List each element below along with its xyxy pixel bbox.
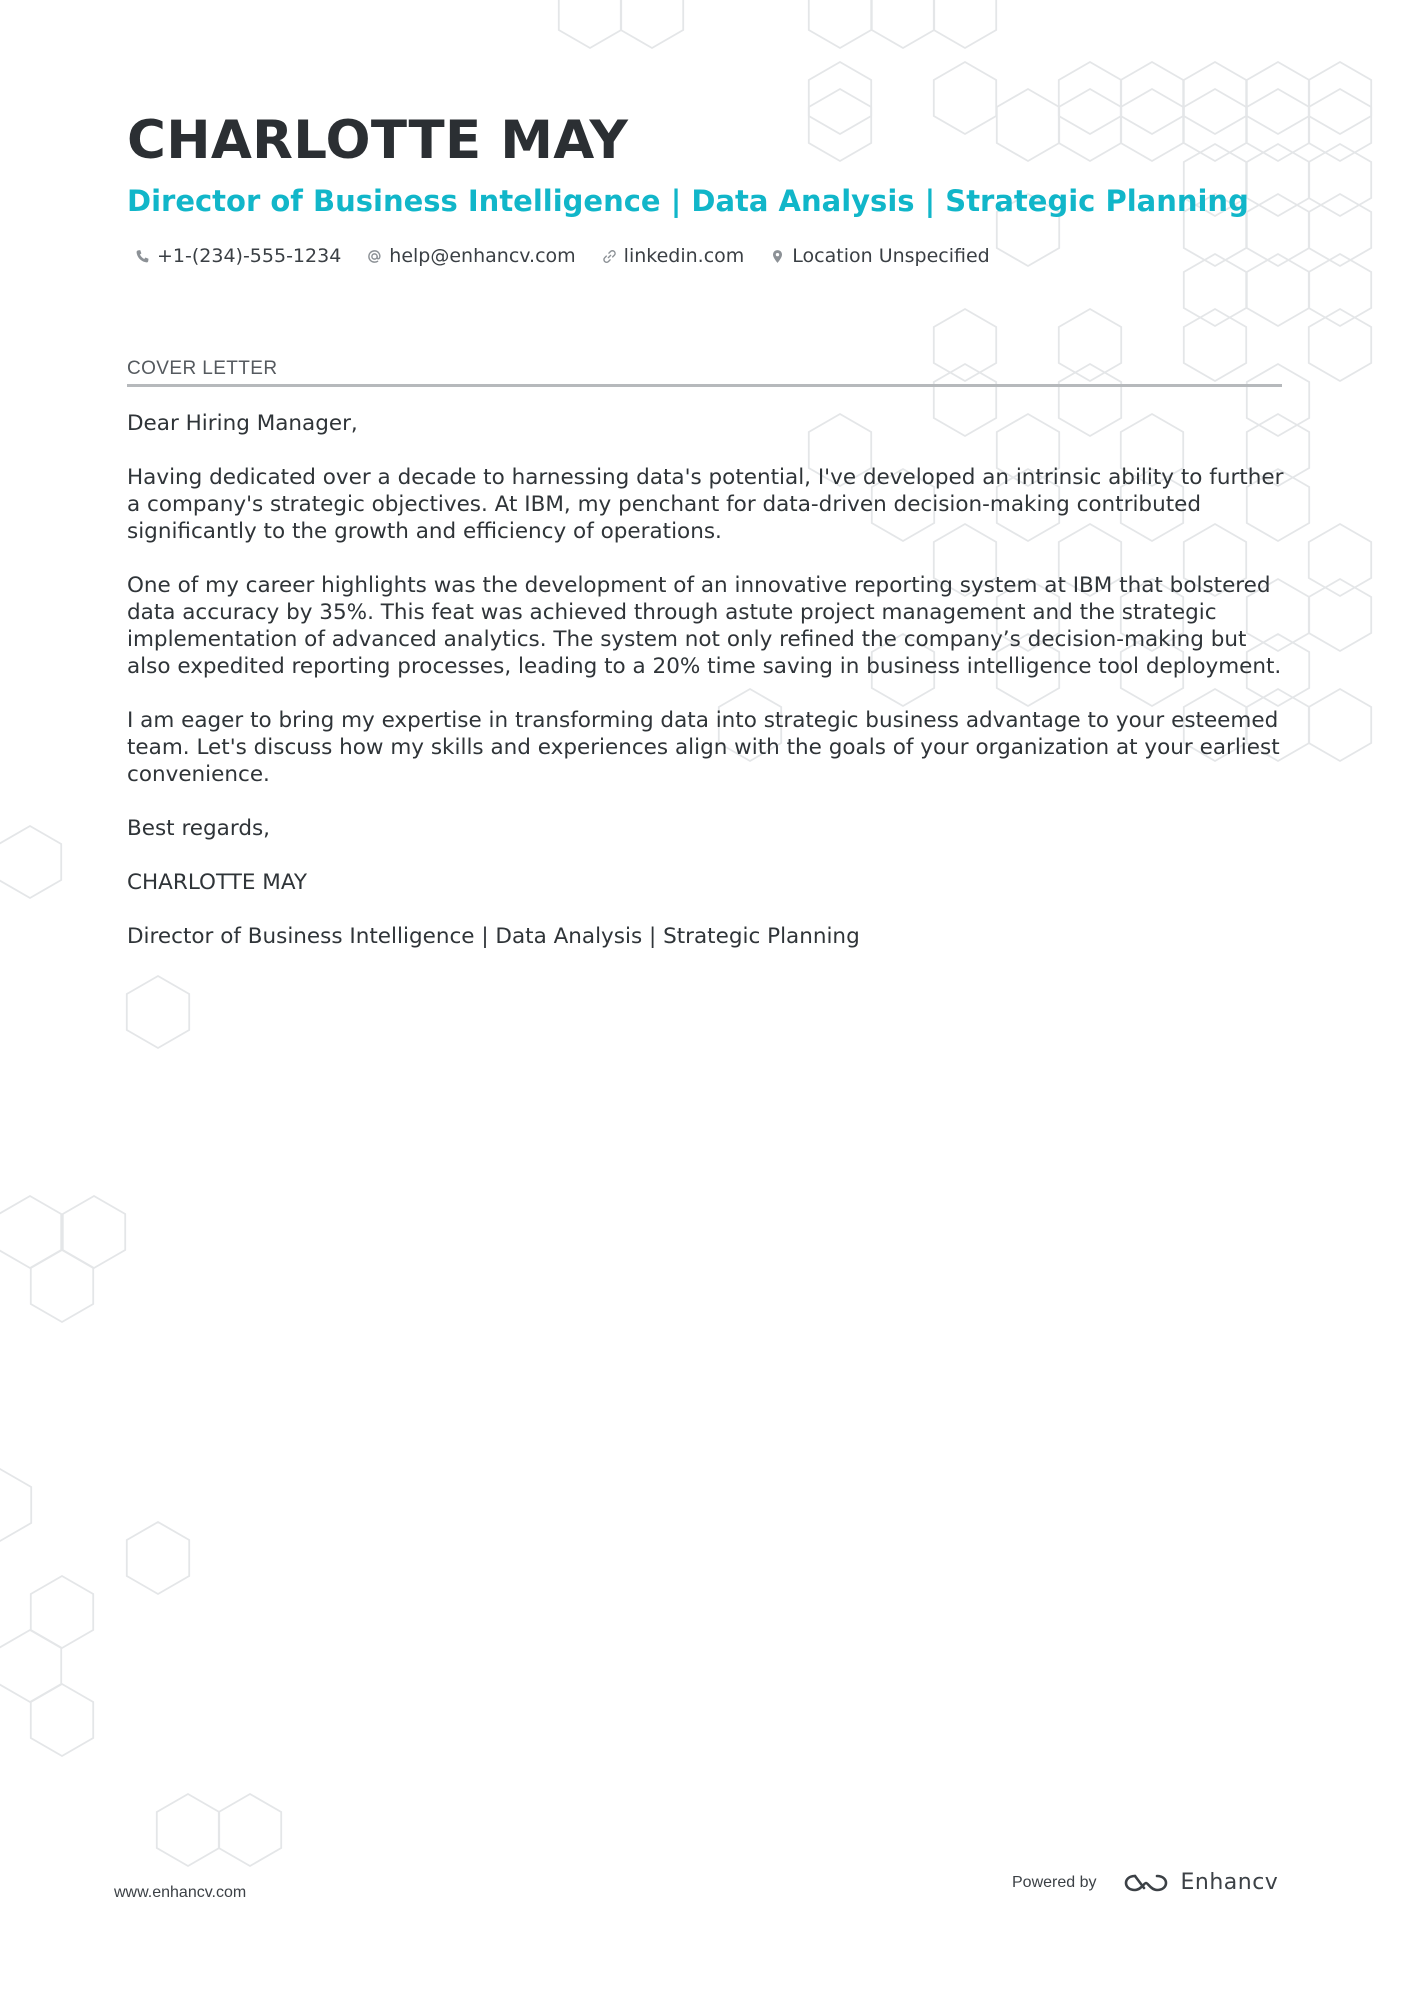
- decorative-hexagon: [0, 1630, 61, 1702]
- decorative-hexagon: [1184, 89, 1246, 161]
- decorative-hexagon: [1247, 194, 1309, 266]
- decorative-hexagon: [1247, 62, 1309, 134]
- letter-paragraph: I am eager to bring my expertise in transforming data into strategic business advantage to your esteemed team. Let's discuss how my skills and experiences align with the goals of your organization at your earliest convenience.: [127, 708, 1280, 787]
- contact-phone: [135, 245, 341, 267]
- link-icon: [602, 249, 617, 264]
- contact-website[interactable]: [602, 245, 745, 267]
- at-icon: [367, 249, 382, 264]
- decorative-hexagon: [872, 0, 934, 48]
- decorative-hexagon: [1309, 89, 1371, 161]
- decorative-hexagon: [1059, 62, 1121, 134]
- decorative-hexagon: [1309, 579, 1371, 651]
- decorative-hexagon: [1059, 89, 1121, 161]
- decorative-hexagon: [31, 1576, 93, 1648]
- powered-by-label: Powered by: [1012, 1873, 1097, 1891]
- enhancv-logo-icon: [1123, 1871, 1169, 1895]
- decorative-hexagon: [1309, 62, 1371, 134]
- decorative-hexagon: [809, 89, 871, 161]
- decorative-hexagon: [0, 826, 61, 898]
- contact-location: [770, 245, 989, 267]
- letter-paragraph: One of my career highlights was the development of an innovative reporting system at IBM that bolstered data accuracy by 35%. This feat was achieved through astute project management and the strategic implementation of advanced analytics. The system not only refined the company’s decision-making but also expedited reporting processes, leading to a 20% time saving in business intelligence tool deployment.: [127, 573, 1282, 679]
- phone-icon: [135, 249, 150, 264]
- letter-body: [127, 410, 1287, 977]
- decorative-hexagon: [127, 976, 189, 1048]
- decorative-hexagon: [127, 1522, 189, 1594]
- decorative-hexagon: [0, 1196, 61, 1268]
- signature-title: Director of Business Intelligence | Data Analysis | Strategic Planning: [127, 924, 860, 949]
- candidate-name: CHARLOTTE MAY: [127, 110, 629, 171]
- location-text: Location Unspecified: [792, 245, 990, 267]
- email-address[interactable]: help@enhancv.com: [389, 245, 576, 267]
- decorative-hexagon: [621, 0, 683, 48]
- decorative-hexagon: [1309, 144, 1371, 216]
- decorative-hexagon: [809, 0, 871, 48]
- decorative-hexagon: [31, 1684, 93, 1756]
- letter-greeting: Dear Hiring Manager,: [127, 411, 358, 436]
- phone-number: +1-(234)-555-1234: [157, 245, 342, 267]
- contact-email[interactable]: [367, 245, 575, 267]
- decorative-hexagon: [1309, 309, 1371, 381]
- signature-name: CHARLOTTE MAY: [127, 870, 307, 895]
- decorative-hexagon: [1309, 524, 1371, 596]
- decorative-hexagon: [1247, 89, 1309, 161]
- decorative-hexagon: [63, 1196, 125, 1268]
- decorative-hexagon: [157, 1794, 219, 1866]
- section-title-cover-letter: COVER LETTER: [127, 358, 1282, 387]
- decorative-hexagon: [1184, 254, 1246, 326]
- decorative-hexagon: [934, 62, 996, 134]
- brand-name: Enhancv: [1180, 1870, 1279, 1895]
- location-pin-icon: [770, 249, 785, 264]
- footer-website[interactable]: www.enhancv.com: [114, 1884, 247, 1901]
- decorative-hexagon: [31, 1250, 93, 1322]
- decorative-hexagon: [1247, 144, 1309, 216]
- letter-paragraph: Having dedicated over a decade to harnessing data's potential, I've developed an intrinsic ability to further a company's strategic objectives. At IBM, my penchant for data-driven decision-making contributed significantly to the growth and efficiency of operations.: [127, 465, 1284, 544]
- footer-branding: [1012, 1870, 1278, 1895]
- decorative-hexagon: [1184, 62, 1246, 134]
- decorative-hexagon: [997, 89, 1059, 161]
- decorative-hexagon: [0, 1469, 31, 1541]
- decorative-hexagon: [1309, 254, 1371, 326]
- letter-closing: Best regards,: [127, 816, 271, 841]
- website-link[interactable]: linkedin.com: [623, 245, 745, 267]
- decorative-hexagon: [1309, 194, 1371, 266]
- decorative-hexagon: [219, 1794, 281, 1866]
- decorative-hexagon: [809, 62, 871, 134]
- decorative-hexagon: [1121, 62, 1183, 134]
- decorative-hexagon: [1309, 689, 1371, 761]
- decorative-hexagon: [559, 0, 621, 48]
- contact-row: [135, 245, 990, 267]
- decorative-hexagon: [934, 0, 996, 48]
- decorative-hexagon: [1247, 254, 1309, 326]
- decorative-hexagon: [1121, 89, 1183, 161]
- candidate-headline: Director of Business Intelligence | Data Analysis | Strategic Planning: [127, 184, 1249, 218]
